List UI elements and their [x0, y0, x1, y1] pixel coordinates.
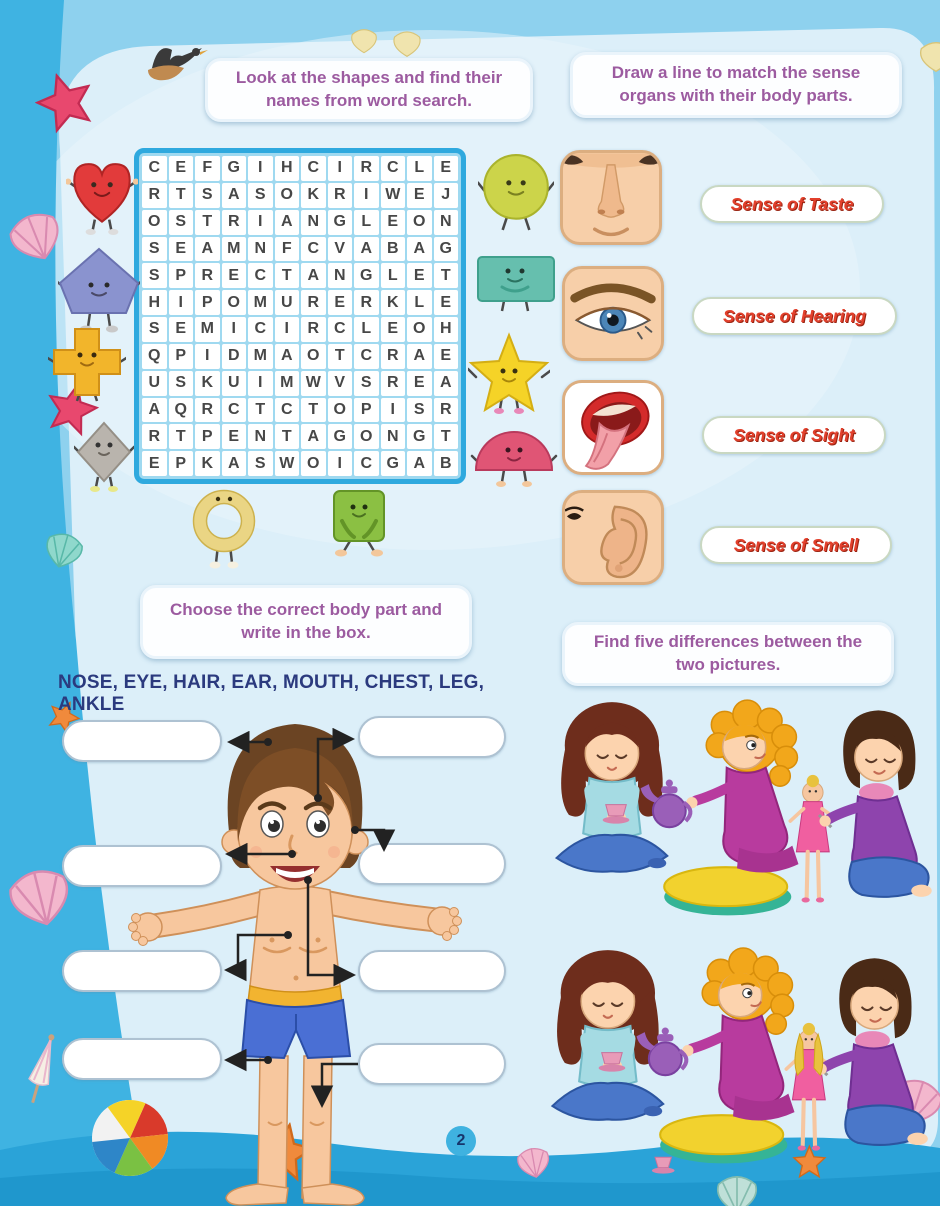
- grid-cell[interactable]: C: [301, 237, 326, 262]
- grid-cell[interactable]: E: [407, 263, 432, 288]
- grid-cell[interactable]: M: [275, 371, 300, 396]
- grid-cell[interactable]: S: [407, 398, 432, 423]
- grid-cell[interactable]: N: [328, 263, 353, 288]
- difference-picture-2[interactable]: [534, 942, 934, 1192]
- grid-cell[interactable]: E: [169, 156, 194, 181]
- sense-of-taste-label[interactable]: Sense of Taste: [700, 185, 884, 223]
- grid-cell[interactable]: C: [275, 398, 300, 423]
- grid-cell[interactable]: E: [142, 451, 167, 476]
- grid-cell[interactable]: V: [328, 237, 353, 262]
- grid-cell[interactable]: O: [142, 210, 167, 235]
- grid-cell[interactable]: E: [169, 237, 194, 262]
- grid-cell[interactable]: G: [407, 424, 432, 449]
- grid-cell[interactable]: R: [195, 398, 220, 423]
- grid-cell[interactable]: S: [248, 183, 273, 208]
- grid-cell[interactable]: G: [222, 156, 247, 181]
- grid-cell[interactable]: A: [407, 237, 432, 262]
- tongue-image[interactable]: [562, 380, 664, 475]
- cross-character: [48, 322, 126, 402]
- sense-of-smell-label[interactable]: Sense of Smell: [700, 526, 892, 564]
- grid-cell[interactable]: S: [195, 183, 220, 208]
- grid-cell[interactable]: O: [222, 290, 247, 315]
- grid-cell[interactable]: A: [407, 451, 432, 476]
- matching-instruction: Draw a line to match the sense organs with their body parts.: [570, 52, 902, 118]
- grid-cell[interactable]: I: [328, 451, 353, 476]
- grid-cell[interactable]: C: [142, 156, 167, 181]
- grid-cell[interactable]: L: [407, 290, 432, 315]
- sense-of-sight-label[interactable]: Sense of Sight: [702, 416, 886, 454]
- grid-cell[interactable]: A: [275, 210, 300, 235]
- seashell-icon: [390, 30, 424, 60]
- word-bank: NOSE, EYE, HAIR, EAR, MOUTH, CHEST, LEG, ANKLE: [58, 672, 485, 715]
- grid-cell[interactable]: T: [434, 263, 459, 288]
- grid-cell[interactable]: N: [301, 210, 326, 235]
- answer-box-ankle[interactable]: [358, 1043, 506, 1085]
- grid-cell[interactable]: I: [248, 156, 273, 181]
- answer-box-hair[interactable]: [62, 720, 222, 762]
- grid-cell[interactable]: L: [407, 156, 432, 181]
- grid-cell[interactable]: R: [301, 317, 326, 342]
- grid-cell[interactable]: P: [195, 290, 220, 315]
- grid-cell[interactable]: A: [195, 237, 220, 262]
- grid-cell[interactable]: K: [195, 451, 220, 476]
- grid-cell[interactable]: A: [301, 263, 326, 288]
- grid-cell[interactable]: T: [169, 424, 194, 449]
- rectangle-character: [474, 248, 558, 314]
- grid-cell[interactable]: H: [434, 317, 459, 342]
- grid-cell[interactable]: C: [354, 451, 379, 476]
- grid-cell[interactable]: R: [354, 156, 379, 181]
- answer-box-nose[interactable]: [62, 845, 222, 887]
- grid-cell[interactable]: E: [222, 424, 247, 449]
- grid-cell[interactable]: M: [248, 344, 273, 369]
- grid-cell[interactable]: A: [142, 398, 167, 423]
- grid-cell[interactable]: G: [354, 263, 379, 288]
- difference-picture-1[interactable]: [538, 696, 938, 942]
- grid-cell[interactable]: T: [328, 344, 353, 369]
- sense-of-hearing-label[interactable]: Sense of Hearing: [692, 297, 897, 335]
- flying-bird-icon: [138, 34, 210, 92]
- grid-cell[interactable]: Q: [142, 344, 167, 369]
- grid-cell[interactable]: O: [407, 317, 432, 342]
- grid-cell[interactable]: I: [195, 344, 220, 369]
- grid-cell[interactable]: A: [222, 183, 247, 208]
- grid-cell[interactable]: O: [275, 183, 300, 208]
- grid-cell[interactable]: K: [195, 371, 220, 396]
- grid-cell[interactable]: R: [142, 183, 167, 208]
- grid-cell[interactable]: C: [301, 156, 326, 181]
- grid-cell[interactable]: T: [169, 183, 194, 208]
- grid-cell[interactable]: C: [328, 317, 353, 342]
- grid-cell[interactable]: E: [434, 290, 459, 315]
- grid-cell[interactable]: O: [301, 451, 326, 476]
- grid-cell[interactable]: S: [142, 263, 167, 288]
- grid-cell[interactable]: A: [354, 237, 379, 262]
- grid-cell[interactable]: K: [381, 290, 406, 315]
- seashell-icon: [916, 40, 940, 76]
- ear-image[interactable]: [562, 490, 664, 585]
- heart-character: [66, 158, 138, 236]
- grid-cell[interactable]: U: [142, 371, 167, 396]
- grid-cell[interactable]: Q: [169, 398, 194, 423]
- grid-cell[interactable]: N: [434, 210, 459, 235]
- grid-cell[interactable]: P: [169, 263, 194, 288]
- grid-cell[interactable]: I: [354, 183, 379, 208]
- circle-character: [478, 152, 554, 232]
- grid-cell[interactable]: B: [381, 237, 406, 262]
- grid-cell[interactable]: U: [222, 371, 247, 396]
- boy-figure: [110, 690, 510, 1206]
- grid-cell[interactable]: T: [248, 398, 273, 423]
- grid-cell[interactable]: E: [407, 183, 432, 208]
- nose-image[interactable]: [560, 150, 662, 245]
- grid-cell[interactable]: I: [275, 317, 300, 342]
- grid-cell[interactable]: S: [142, 317, 167, 342]
- grid-cell[interactable]: O: [328, 398, 353, 423]
- pentagon-character: [58, 246, 140, 334]
- grid-cell[interactable]: I: [381, 398, 406, 423]
- grid-cell[interactable]: E: [222, 263, 247, 288]
- wordsearch-instruction: Look at the shapes and find their names from word search.: [205, 58, 533, 122]
- grid-cell[interactable]: I: [248, 371, 273, 396]
- grid-cell[interactable]: J: [434, 183, 459, 208]
- grid-cell[interactable]: G: [328, 424, 353, 449]
- grid-cell[interactable]: P: [169, 344, 194, 369]
- grid-cell[interactable]: M: [222, 237, 247, 262]
- page-number: 2: [446, 1126, 476, 1156]
- grid-cell[interactable]: I: [328, 156, 353, 181]
- grid-cell[interactable]: E: [434, 156, 459, 181]
- grid-cell[interactable]: G: [434, 237, 459, 262]
- grid-cell[interactable]: O: [407, 210, 432, 235]
- grid-cell[interactable]: C: [222, 398, 247, 423]
- grid-cell[interactable]: S: [248, 451, 273, 476]
- grid-cell[interactable]: S: [142, 237, 167, 262]
- wordsearch-grid[interactable]: [134, 148, 466, 484]
- grid-cell[interactable]: F: [195, 156, 220, 181]
- grid-cell[interactable]: T: [301, 398, 326, 423]
- grid-cell[interactable]: R: [381, 344, 406, 369]
- grid-cell[interactable]: S: [354, 371, 379, 396]
- grid-cell[interactable]: N: [248, 424, 273, 449]
- grid-cell[interactable]: A: [407, 344, 432, 369]
- diamond-character: [74, 418, 134, 492]
- grid-cell[interactable]: A: [275, 344, 300, 369]
- star-character: [468, 330, 550, 416]
- square-character: [326, 486, 392, 558]
- answer-box-eye[interactable]: [358, 716, 506, 758]
- grid-cell[interactable]: O: [354, 424, 379, 449]
- grid-cell[interactable]: F: [275, 237, 300, 262]
- grid-cell[interactable]: R: [222, 210, 247, 235]
- grid-cell[interactable]: W: [275, 451, 300, 476]
- grid-cell[interactable]: R: [354, 290, 379, 315]
- grid-cell[interactable]: T: [275, 424, 300, 449]
- grid-cell[interactable]: R: [142, 424, 167, 449]
- grid-cell[interactable]: M: [195, 317, 220, 342]
- grid-cell[interactable]: K: [301, 183, 326, 208]
- grid-cell[interactable]: W: [381, 183, 406, 208]
- grid-cell[interactable]: S: [169, 210, 194, 235]
- eye-image[interactable]: [562, 266, 664, 361]
- grid-cell[interactable]: A: [434, 371, 459, 396]
- grid-cell[interactable]: C: [354, 344, 379, 369]
- grid-cell[interactable]: N: [248, 237, 273, 262]
- grid-cell[interactable]: T: [195, 210, 220, 235]
- grid-cell[interactable]: L: [381, 263, 406, 288]
- grid-cell[interactable]: V: [328, 371, 353, 396]
- grid-cell[interactable]: R: [328, 183, 353, 208]
- grid-cell[interactable]: H: [275, 156, 300, 181]
- grid-cell[interactable]: A: [222, 451, 247, 476]
- answer-box-ear[interactable]: [358, 843, 506, 885]
- differences-instruction: Find five differences between the two pictures.: [562, 622, 894, 686]
- grid-cell[interactable]: G: [328, 210, 353, 235]
- grid-cell[interactable]: T: [275, 263, 300, 288]
- grid-cell[interactable]: B: [434, 451, 459, 476]
- grid-cell[interactable]: D: [222, 344, 247, 369]
- grid-cell[interactable]: A: [301, 424, 326, 449]
- grid-cell[interactable]: E: [434, 344, 459, 369]
- grid-cell[interactable]: T: [434, 424, 459, 449]
- grid-cell[interactable]: S: [169, 371, 194, 396]
- answer-box-leg[interactable]: [62, 1038, 222, 1080]
- seashell-icon: [348, 28, 380, 56]
- grid-cell[interactable]: R: [434, 398, 459, 423]
- semicircle-character: [470, 418, 558, 488]
- grid-cell[interactable]: M: [248, 290, 273, 315]
- grid-cell[interactable]: R: [381, 371, 406, 396]
- grid-cell[interactable]: L: [354, 317, 379, 342]
- grid-cell[interactable]: I: [169, 290, 194, 315]
- grid-cell[interactable]: R: [195, 263, 220, 288]
- body-parts-instruction: Choose the correct body part and write in the box.: [140, 585, 472, 659]
- grid-cell[interactable]: I: [222, 317, 247, 342]
- ring-character: [192, 486, 256, 572]
- grid-cell[interactable]: E: [381, 317, 406, 342]
- grid-cell[interactable]: H: [142, 290, 167, 315]
- grid-cell[interactable]: P: [354, 398, 379, 423]
- grid-cell[interactable]: C: [248, 263, 273, 288]
- grid-cell[interactable]: G: [381, 451, 406, 476]
- grid-cell[interactable]: L: [354, 210, 379, 235]
- grid-cell[interactable]: E: [169, 317, 194, 342]
- grid-cell[interactable]: E: [407, 371, 432, 396]
- beach-umbrella-icon: [14, 1030, 70, 1108]
- grid-cell[interactable]: N: [381, 424, 406, 449]
- grid-cell[interactable]: C: [381, 156, 406, 181]
- grid-cell[interactable]: U: [275, 290, 300, 315]
- grid-cell[interactable]: I: [248, 210, 273, 235]
- grid-cell[interactable]: P: [195, 424, 220, 449]
- grid-cell[interactable]: P: [169, 451, 194, 476]
- grid-cell[interactable]: W: [301, 371, 326, 396]
- answer-box-mouth[interactable]: [358, 950, 506, 992]
- grid-cell[interactable]: C: [248, 317, 273, 342]
- grid-cell[interactable]: O: [301, 344, 326, 369]
- answer-box-chest[interactable]: [62, 950, 222, 992]
- grid-cell[interactable]: R: [301, 290, 326, 315]
- grid-cell[interactable]: E: [381, 210, 406, 235]
- grid-cell[interactable]: E: [328, 290, 353, 315]
